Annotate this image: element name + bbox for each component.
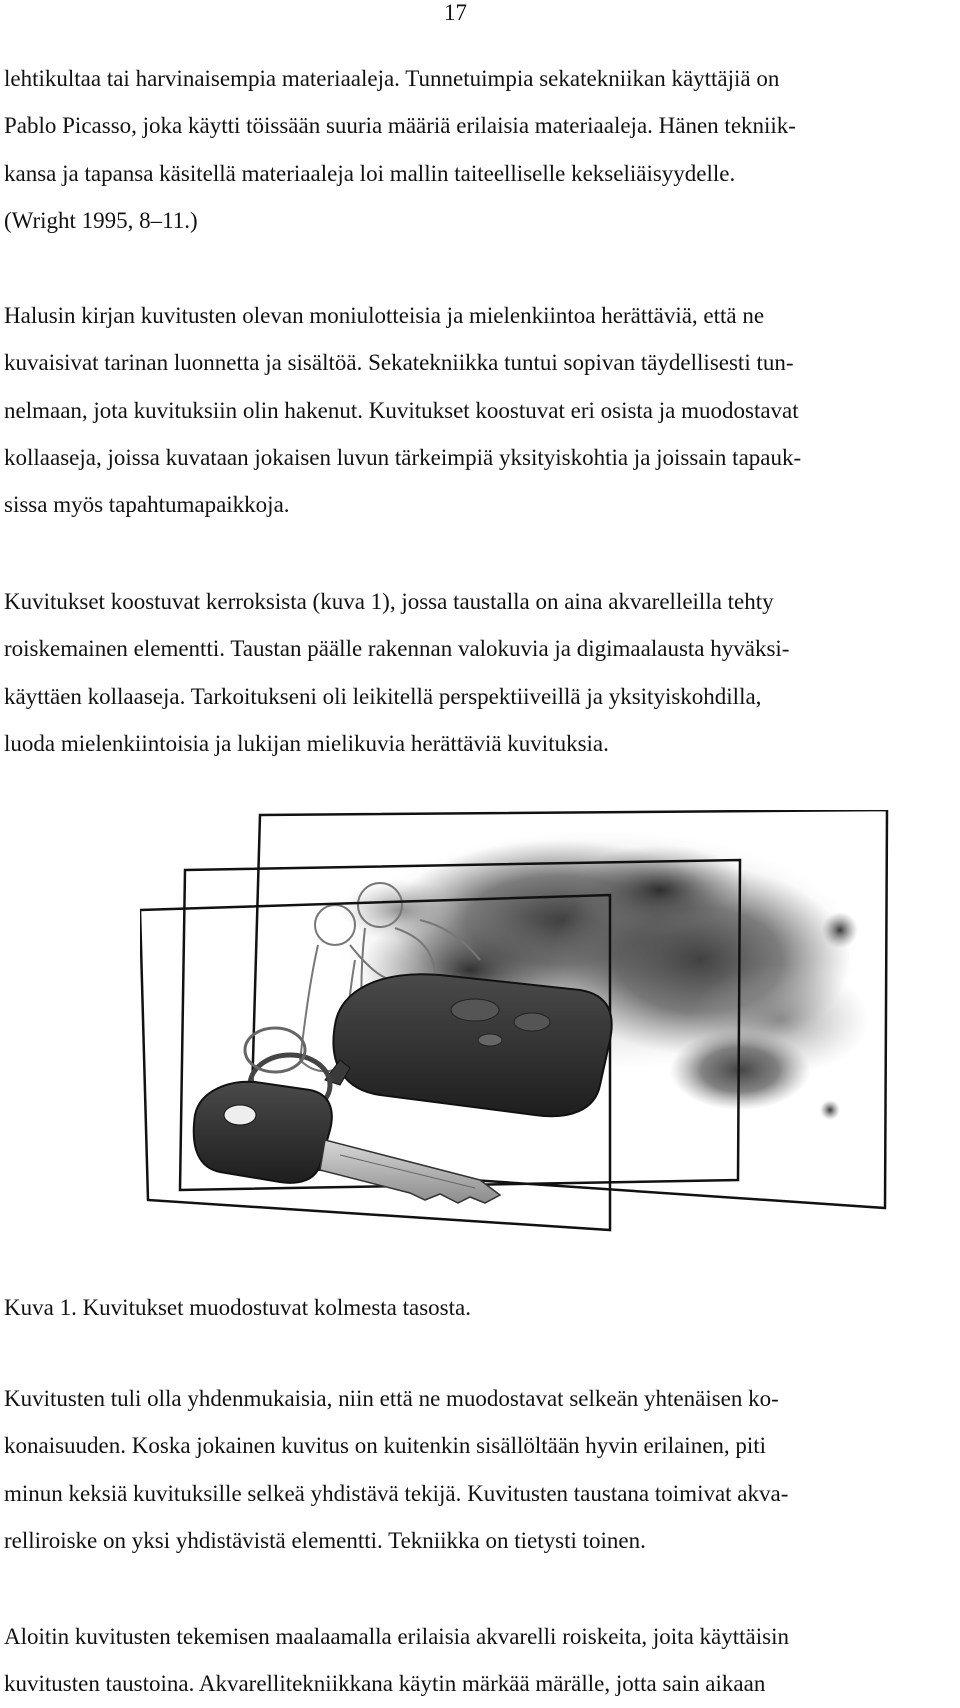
text-line: lehtikultaa tai harvinaisempia materiaaleja. Tunnetuimpia sekatekniikan käyttäjiä on	[4, 66, 780, 91]
layered-illustration-figure	[140, 810, 900, 1250]
paragraph-4	[4, 1375, 944, 1564]
text-line: nelmaan, jota kuvituksiin olin hakenut. Kuvitukset koostuvat eri osista ja muodostavat	[4, 397, 799, 423]
text-line: roiskemainen elementti. Taustan päälle rakennan valokuvia ja digimaalausta hyväksi-	[4, 636, 790, 662]
text-line: Kuvitukset koostuvat kerroksista (kuva 1), jossa taustalla on aina akvarelleilla tehty	[4, 589, 774, 614]
text-line: kuvaisivat tarinan luonnetta ja sisältöä. Sekatekniikka tuntui sopivan täydellisesti tun-	[4, 350, 794, 376]
text-line: Kuvitusten tuli olla yhdenmukaisia, niin että ne muodostavat selkeän yhtenäisen ko-	[4, 1386, 779, 1411]
paragraph-2	[4, 292, 944, 528]
page-number: 17	[444, 0, 467, 25]
layers-diagram	[140, 810, 900, 1250]
key-head	[194, 1082, 332, 1183]
remote-fob	[325, 974, 612, 1116]
figure-caption: Kuva 1. Kuvitukset muodostuvat kolmesta tasosta.	[4, 1295, 471, 1320]
text-line: kollaaseja, joissa kuvataan jokaisen luvun tärkeimpiä yksityiskohtia ja joissain tapauk-	[4, 444, 802, 470]
text-line: konaisuuden. Koska jokainen kuvitus on kuitenkin sisällöltään hyvin erilainen, piti	[4, 1433, 767, 1459]
paragraph-5	[4, 1613, 944, 1708]
text-line: (Wright 1995, 8–11.)	[4, 207, 198, 233]
text-line: Halusin kirjan kuvitusten olevan moniulotteisia ja mielenkiintoa herättäviä, että ne	[4, 303, 765, 328]
text-line: luoda mielenkiintoisia ja lukijan mielikuvia herättäviä kuvituksia.	[4, 730, 609, 756]
text-line: kuvitusten taustoina. Akvarellitekniikkana käytin märkää märälle, jotta sain aikaan	[4, 1671, 766, 1697]
text-line: sissa myös tapahtumapaikkoja.	[4, 492, 290, 518]
text-line: käyttäen kollaaseja. Tarkoitukseni oli leikitellä perspektiiveillä ja yksityiskohdilla,	[4, 683, 762, 709]
text-line: relliroiske on yksi yhdistävistä elementti. Tekniikka on tietysti toinen.	[4, 1527, 646, 1553]
text-line: Pablo Picasso, joka käytti töissään suuria määriä erilaisia materiaaleja. Hänen tekniik-	[4, 113, 796, 139]
key-blade	[320, 1140, 500, 1203]
text-line: minun keksiä kuvituksille selkeä yhdistävä tekijä. Kuvitusten taustana toimivat akva-	[4, 1480, 789, 1506]
text-line: Aloitin kuvitusten tekemisen maalaamalla erilaisia akvarelli roiskeita, joita käyttäisin	[4, 1624, 789, 1649]
paragraph-1	[4, 55, 944, 244]
text-line: kansa ja tapansa käsitellä materiaaleja loi mallin taiteelliselle kekseliäisyydelle.	[4, 160, 736, 186]
paragraph-3	[4, 578, 944, 767]
